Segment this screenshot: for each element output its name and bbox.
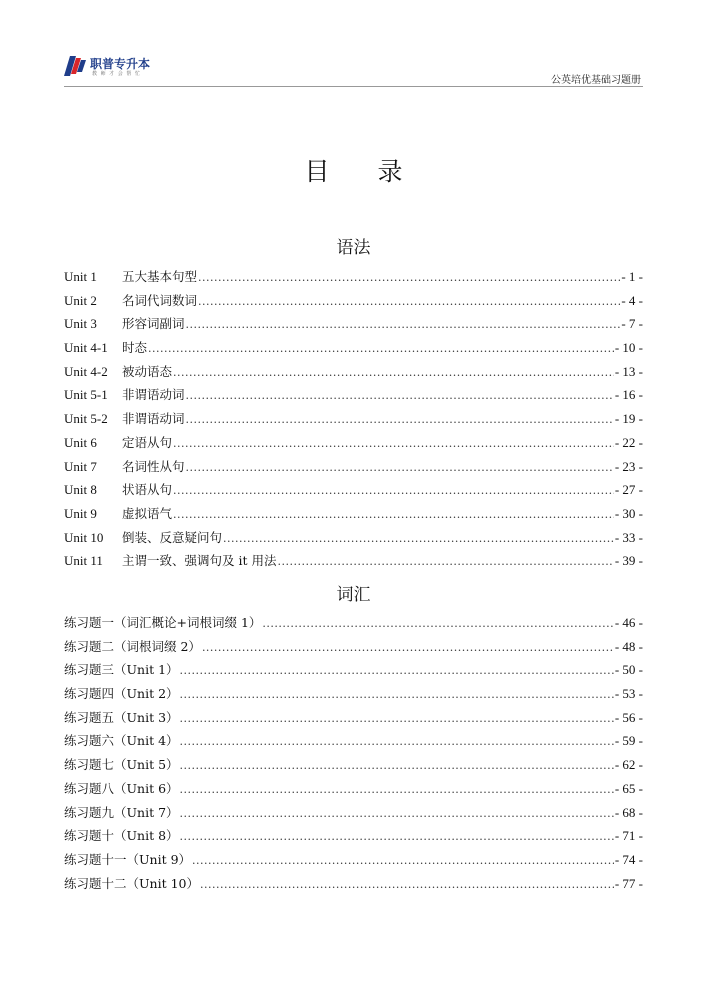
toc-page: - 22 - (614, 434, 643, 450)
toc-leader (198, 271, 620, 284)
toc-entry[interactable] (64, 457, 643, 481)
toc-text: 练习题十二（Unit 10） (64, 875, 199, 891)
toc-page: - 4 - (621, 292, 643, 308)
toc-text: 非谓语动词 (122, 387, 185, 403)
toc-page: - 7 - (621, 316, 643, 332)
toc-leader (202, 641, 614, 654)
toc-entry[interactable] (64, 803, 643, 827)
toc-leader (186, 318, 621, 331)
toc-entry[interactable] (64, 731, 643, 755)
toc-text: 练习题二（词根词缀 2） (64, 638, 201, 654)
publisher-logo (64, 54, 154, 80)
toc-entry[interactable] (64, 850, 643, 874)
logo-mark-icon (64, 56, 86, 76)
toc-leader (180, 688, 614, 701)
toc-entry[interactable] (64, 267, 643, 291)
toc-entry[interactable] (64, 637, 643, 661)
toc-entry[interactable] (64, 385, 643, 409)
toc-page: - 62 - (614, 757, 643, 773)
toc-page: - 33 - (614, 529, 643, 545)
toc-leader (148, 342, 614, 355)
toc-leader (173, 508, 614, 521)
toc-page: - 48 - (614, 638, 643, 654)
toc-text: 倒装、反意疑问句 (122, 529, 223, 545)
toc-text: 名词代词数词 (122, 292, 198, 308)
toc-text: 练习题一（词汇概论+词根词缀 1） (64, 615, 262, 630)
toc-leader (198, 295, 620, 308)
toc-grammar (64, 267, 643, 575)
toc-page: - 13 - (614, 363, 643, 379)
toc-leader (277, 555, 613, 568)
toc-entry[interactable] (64, 874, 643, 898)
toc-page: - 23 - (614, 458, 643, 474)
toc-leader (180, 783, 614, 796)
toc-text: 练习题十（Unit 8） (64, 828, 179, 844)
toc-leader (192, 854, 614, 867)
toc-page: - 50 - (614, 662, 643, 678)
toc-entry[interactable] (64, 338, 643, 362)
toc-entry[interactable] (64, 684, 643, 708)
toc-page: - 74 - (614, 851, 643, 867)
toc-text: 被动语态 (122, 363, 173, 379)
toc-entry[interactable] (64, 826, 643, 850)
toc-unit: Unit 5-2 (64, 411, 108, 427)
toc-page: - 27 - (614, 482, 643, 498)
toc-page: - 1 - (621, 269, 643, 284)
toc-vocabulary (64, 613, 643, 897)
toc-text: 练习题八（Unit 6） (64, 780, 179, 796)
toc-page: - 77 - (614, 875, 643, 891)
toc-text: 练习题七（Unit 5） (64, 757, 179, 773)
toc-leader (180, 807, 614, 820)
toc-entry[interactable] (64, 660, 643, 684)
toc-text: 练习题四（Unit 2） (64, 686, 179, 702)
section-title-vocabulary: 词汇 (336, 585, 371, 605)
toc-page: - 19 - (614, 411, 643, 427)
toc-page: - 16 - (614, 387, 643, 403)
toc-text: 状语从句 (122, 482, 173, 498)
toc-leader (173, 437, 614, 450)
toc-page: - 39 - (614, 553, 643, 569)
toc-unit: Unit 3 (64, 316, 97, 332)
toc-leader (173, 484, 614, 497)
toc-unit: Unit 4-2 (64, 363, 108, 379)
toc-leader (186, 461, 614, 474)
toc-page: - 71 - (614, 828, 643, 844)
toc-text: 时态 (122, 340, 148, 356)
toc-page: - 59 - (614, 733, 643, 749)
toc-unit: Unit 11 (64, 553, 103, 569)
toc-text: 名词性从句 (122, 458, 185, 474)
toc-page: - 53 - (614, 686, 643, 702)
toc-entry[interactable] (64, 504, 643, 528)
toc-entry[interactable] (64, 480, 643, 504)
toc-text: 非谓语动词 (122, 411, 185, 427)
toc-leader (180, 830, 614, 843)
page-header (0, 0, 707, 90)
toc-leader (180, 735, 614, 748)
toc-text: 练习题三（Unit 1） (64, 662, 179, 678)
toc-unit: Unit 10 (64, 529, 104, 545)
toc-entry[interactable] (64, 409, 643, 433)
toc-leader (173, 366, 614, 379)
toc-leader (186, 389, 614, 402)
toc-entry[interactable] (64, 551, 643, 575)
toc-text: 虚拟语气 (122, 505, 173, 521)
toc-text: 练习题十一（Unit 9） (64, 851, 192, 867)
toc-text: 主谓一致、强调句及 it 用法 (122, 553, 277, 569)
toc-page: - 68 - (614, 804, 643, 820)
toc-leader (200, 878, 614, 891)
toc-page: - 10 - (614, 340, 643, 356)
toc-page: - 56 - (614, 709, 643, 725)
toc-unit: Unit 9 (64, 505, 97, 521)
toc-entry[interactable] (64, 362, 643, 386)
toc-unit: Unit 1 (64, 269, 97, 284)
toc-unit: Unit 6 (64, 434, 97, 450)
toc-leader (223, 532, 614, 545)
page-title: 目 录 (304, 157, 423, 186)
toc-unit: Unit 5-1 (64, 387, 108, 403)
toc-text: 五大基本句型 (122, 269, 198, 284)
toc-page: - 30 - (614, 505, 643, 521)
toc-entry[interactable] (64, 314, 643, 338)
toc-leader (262, 617, 613, 630)
toc-leader (180, 712, 614, 725)
toc-unit: Unit 7 (64, 458, 97, 474)
toc-unit: Unit 2 (64, 292, 97, 308)
book-title: 公英培优基础习题册 (551, 75, 641, 86)
toc-unit: Unit 4-1 (64, 340, 108, 356)
toc-entry[interactable] (64, 291, 643, 315)
toc-entry[interactable] (64, 433, 643, 457)
toc-text: 练习题六（Unit 4） (64, 733, 179, 749)
logo-name: 职普专升本 (90, 57, 151, 71)
toc-page: - 46 - (614, 615, 643, 630)
logo-tagline: 教 师 才 会 帮 忙 (92, 71, 141, 77)
toc-leader (186, 413, 614, 426)
toc-text: 练习题五（Unit 3） (64, 709, 179, 725)
toc-entry[interactable] (64, 613, 643, 637)
section-title-grammar: 语法 (336, 238, 371, 258)
toc-entry[interactable] (64, 708, 643, 732)
header-divider (64, 86, 643, 87)
toc-text: 形容词副词 (122, 316, 185, 332)
toc-page: - 65 - (614, 780, 643, 796)
toc-text: 练习题九（Unit 7） (64, 804, 179, 820)
toc-leader (180, 759, 614, 772)
toc-text: 定语从句 (122, 434, 173, 450)
toc-unit: Unit 8 (64, 482, 97, 498)
toc-entry[interactable] (64, 755, 643, 779)
toc-entry[interactable] (64, 528, 643, 552)
toc-entry[interactable] (64, 779, 643, 803)
toc-leader (180, 664, 614, 677)
